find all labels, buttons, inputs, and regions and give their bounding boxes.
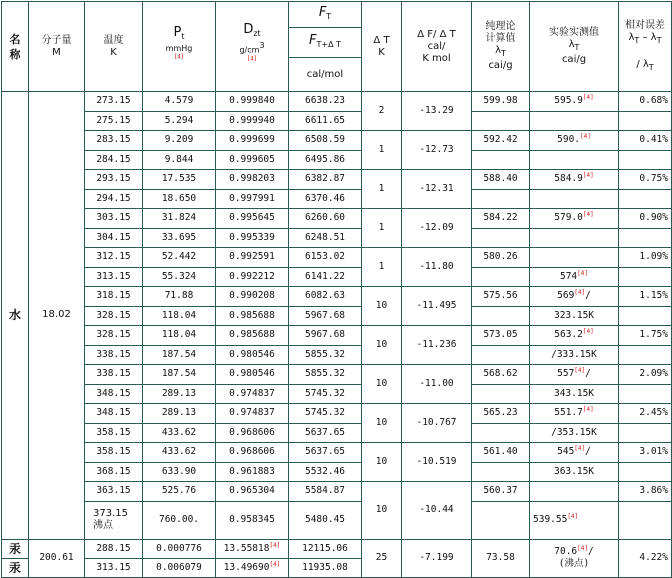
free-energy-cell: 5967.68 bbox=[289, 326, 362, 346]
pressure-cell: 4.579 bbox=[143, 92, 216, 112]
density-cell: 0.968606 bbox=[216, 423, 289, 443]
temperature-cell: 358.15 bbox=[85, 443, 143, 463]
latent-heat-table bbox=[1, 1, 672, 578]
temperature-cell: 284.15 bbox=[85, 150, 143, 170]
pressure-cell: 633.90 bbox=[143, 462, 216, 482]
free-energy-cell: 6370.46 bbox=[289, 189, 362, 209]
temperature-cell: 338.15 bbox=[85, 365, 143, 385]
relative-error-cell bbox=[619, 189, 672, 209]
pressure-cell: 433.62 bbox=[143, 423, 216, 443]
relative-error-cell bbox=[619, 150, 672, 170]
temperature-cell: 318.15 bbox=[85, 287, 143, 307]
df-dt-cell: -10.44 bbox=[402, 482, 472, 540]
relative-error-cell bbox=[619, 384, 672, 404]
density-cell: 0.965304 bbox=[216, 482, 289, 502]
density-cell: 0.958345 bbox=[216, 501, 289, 539]
temperature-cell: 368.15 bbox=[85, 462, 143, 482]
relative-error-cell bbox=[619, 228, 672, 248]
free-energy-cell: 5637.65 bbox=[289, 423, 362, 443]
free-energy-cell: 5967.68 bbox=[289, 306, 362, 326]
df-dt-cell: -12.09 bbox=[402, 209, 472, 248]
experimental-cell: 343.15K bbox=[530, 384, 619, 404]
temperature-cell: 338.15 bbox=[85, 345, 143, 365]
df-dt-cell: -11.236 bbox=[402, 326, 472, 365]
table-row bbox=[2, 170, 672, 190]
relative-error-cell: 2.09% bbox=[619, 365, 672, 385]
experimental-cell: /353.15K bbox=[530, 423, 619, 443]
relative-error-cell: 0.68% bbox=[619, 92, 672, 112]
df-dt-cell: -10.519 bbox=[402, 443, 472, 482]
free-energy-cell: 6141.22 bbox=[289, 267, 362, 287]
experimental-cell: 569[4]/ bbox=[530, 287, 619, 307]
df-dt-cell: -12.31 bbox=[402, 170, 472, 209]
density-cell: 0.999940 bbox=[216, 111, 289, 131]
density-cell: 13.49690[4] bbox=[216, 558, 289, 577]
relative-error-cell: 1.09% bbox=[619, 248, 672, 268]
density-cell: 0.998203 bbox=[216, 170, 289, 190]
ref-mark: [4] bbox=[247, 55, 257, 63]
free-energy-cell: 5637.65 bbox=[289, 443, 362, 463]
delta-t-cell: 10 bbox=[362, 404, 402, 443]
df-dt-cell: -7.199 bbox=[402, 539, 472, 577]
table-row bbox=[2, 501, 672, 539]
density-cell: 0.985688 bbox=[216, 306, 289, 326]
ref-mark: [4] bbox=[580, 133, 591, 141]
temperature-cell: 363.15 bbox=[85, 482, 143, 502]
ref-mark: [4] bbox=[582, 328, 594, 336]
substance-name: 汞 bbox=[2, 539, 29, 558]
temperature-cell: 304.15 bbox=[85, 228, 143, 248]
ref-mark: [4] bbox=[269, 560, 281, 568]
ref-mark: [4] bbox=[582, 94, 594, 102]
experimental-cell: 563.2[4] bbox=[530, 326, 619, 346]
delta-t-cell: 1 bbox=[362, 131, 402, 170]
theoretical-cell: 575.56 bbox=[472, 287, 530, 307]
delta-t-cell: 10 bbox=[362, 365, 402, 404]
header-free-energy-t-dt: $F_{T+\Delta T}$ bbox=[289, 28, 362, 58]
pressure-cell: 118.04 bbox=[143, 326, 216, 346]
free-energy-cell: 6382.87 bbox=[289, 170, 362, 190]
theoretical-cell: 573.05 bbox=[472, 326, 530, 346]
free-energy-cell: 6082.63 bbox=[289, 287, 362, 307]
table-row bbox=[2, 150, 672, 170]
pressure-cell: 289.13 bbox=[143, 384, 216, 404]
delta-t-cell: 25 bbox=[362, 539, 402, 577]
experimental-cell: 557[4]/ bbox=[530, 365, 619, 385]
free-energy-cell: 5480.45 bbox=[289, 501, 362, 539]
table-row bbox=[2, 345, 672, 365]
relative-error-cell bbox=[619, 423, 672, 443]
free-energy-cell: 6248.51 bbox=[289, 228, 362, 248]
theoretical-cell bbox=[472, 384, 530, 404]
theoretical-cell: 561.40 bbox=[472, 443, 530, 463]
delta-t-cell: 10 bbox=[362, 443, 402, 482]
mercury-section bbox=[2, 539, 672, 577]
experimental-cell: 70.6[4]/ (沸点) bbox=[530, 539, 619, 577]
header-free-energy-t: $F_T$ bbox=[289, 2, 362, 28]
df-dt-cell: -13.29 bbox=[402, 92, 472, 131]
free-energy-cell: 6638.23 bbox=[289, 92, 362, 112]
free-energy-cell: 5745.32 bbox=[289, 384, 362, 404]
experimental-cell: 539.55[4] bbox=[530, 501, 619, 539]
experimental-cell bbox=[530, 482, 619, 502]
delta-t-cell: 10 bbox=[362, 482, 402, 540]
pressure-cell: 9.209 bbox=[143, 131, 216, 151]
pressure-cell: 17.535 bbox=[143, 170, 216, 190]
relative-error-cell bbox=[619, 111, 672, 131]
pressure-cell: 187.54 bbox=[143, 365, 216, 385]
table-row bbox=[2, 539, 672, 558]
relative-error-cell: 0.41% bbox=[619, 131, 672, 151]
density-cell: 13.55818[4] bbox=[216, 539, 289, 558]
free-energy-cell: 6495.86 bbox=[289, 150, 362, 170]
free-energy-cell: 5855.32 bbox=[289, 365, 362, 385]
header-name: 名 称 bbox=[2, 2, 29, 92]
header-row-top bbox=[2, 2, 672, 28]
experimental-cell: 574[4] bbox=[530, 267, 619, 287]
temperature-cell: 313.15 bbox=[85, 558, 143, 577]
table-row bbox=[2, 462, 672, 482]
delta-t-cell: 1 bbox=[362, 209, 402, 248]
relative-error-cell bbox=[619, 345, 672, 365]
header-temperature: 温度 K bbox=[85, 2, 143, 92]
header-experimental: 实验实测值 $\lambda_T$ cai/g bbox=[530, 2, 619, 92]
theoretical-cell bbox=[472, 150, 530, 170]
substance-name: 汞 bbox=[2, 558, 29, 577]
density-cell: 0.980546 bbox=[216, 365, 289, 385]
header-df-dt: Δ F/ Δ T cal/ K mol bbox=[402, 2, 472, 92]
header-density: $D_{zt}$ $g/cm^3$ [4] bbox=[216, 2, 289, 92]
table-row bbox=[2, 365, 672, 385]
table-row bbox=[2, 384, 672, 404]
table-row bbox=[2, 248, 672, 268]
relative-error-cell: 1.15% bbox=[619, 287, 672, 307]
density-cell: 0.968606 bbox=[216, 443, 289, 463]
experimental-cell: 323.15K bbox=[530, 306, 619, 326]
relative-error-cell bbox=[619, 501, 672, 539]
theoretical-cell: 73.58 bbox=[472, 539, 530, 577]
table-row bbox=[2, 92, 672, 112]
table-row bbox=[2, 131, 672, 151]
free-energy-cell: 11935.08 bbox=[289, 558, 362, 577]
header-molecular-weight: 分子量 M bbox=[29, 2, 85, 92]
ref-mark: [4] bbox=[567, 512, 579, 520]
pressure-cell: 187.54 bbox=[143, 345, 216, 365]
pressure-cell: 55.324 bbox=[143, 267, 216, 287]
ref-mark: [4] bbox=[577, 269, 588, 277]
theoretical-cell: 592.42 bbox=[472, 131, 530, 151]
df-dt-cell: -11.00 bbox=[402, 365, 472, 404]
free-energy-cell: 5584.87 bbox=[289, 482, 362, 502]
water-section bbox=[2, 92, 672, 540]
molecular-weight: 18.02 bbox=[29, 92, 85, 540]
header-relative-error: 相对误差 $\lambda_T - \lambda_T$ / $\lambda_T$ bbox=[619, 2, 672, 92]
free-energy-cell: 6153.02 bbox=[289, 248, 362, 268]
theoretical-cell: 580.26 bbox=[472, 248, 530, 268]
pressure-cell: 289.13 bbox=[143, 404, 216, 424]
theoretical-cell bbox=[472, 189, 530, 209]
temperature-cell: 288.15 bbox=[85, 539, 143, 558]
delta-t-cell: 10 bbox=[362, 326, 402, 365]
theoretical-cell: 584.22 bbox=[472, 209, 530, 229]
theoretical-cell: 568.62 bbox=[472, 365, 530, 385]
pressure-cell: 760.00. bbox=[143, 501, 216, 539]
temperature-cell: 328.15 bbox=[85, 306, 143, 326]
pressure-cell: 525.76 bbox=[143, 482, 216, 502]
theoretical-cell bbox=[472, 462, 530, 482]
experimental-cell bbox=[530, 228, 619, 248]
temperature-cell: 313.15 bbox=[85, 267, 143, 287]
relative-error-cell: 4.22% bbox=[619, 539, 672, 577]
ref-mark: [4] bbox=[582, 172, 594, 180]
density-cell: 0.974837 bbox=[216, 404, 289, 424]
theoretical-cell: 599.98 bbox=[472, 92, 530, 112]
experimental-cell: 545[4]/ bbox=[530, 443, 619, 463]
table-row bbox=[2, 209, 672, 229]
table-row bbox=[2, 228, 672, 248]
pressure-cell: 5.294 bbox=[143, 111, 216, 131]
pressure-cell: 52.442 bbox=[143, 248, 216, 268]
ref-mark: [4] bbox=[577, 544, 588, 552]
table-row bbox=[2, 287, 672, 307]
temperature-cell: 348.15 bbox=[85, 384, 143, 404]
free-energy-cell: 6260.60 bbox=[289, 209, 362, 229]
density-cell: 0.990208 bbox=[216, 287, 289, 307]
density-cell: 0.999840 bbox=[216, 92, 289, 112]
table-row bbox=[2, 267, 672, 287]
ref-mark: [4] bbox=[574, 367, 586, 375]
header-theoretical: 纯理论 计算值 $\lambda_T$ cai/g bbox=[472, 2, 530, 92]
relative-error-cell: 0.90% bbox=[619, 209, 672, 229]
delta-t-cell: 2 bbox=[362, 92, 402, 131]
temperature-cell: 283.15 bbox=[85, 131, 143, 151]
experimental-cell: 363.15K bbox=[530, 462, 619, 482]
temperature-cell: 358.15 bbox=[85, 423, 143, 443]
delta-t-cell: 1 bbox=[362, 248, 402, 287]
temperature-cell: 303.15 bbox=[85, 209, 143, 229]
pressure-cell: 0.006079 bbox=[143, 558, 216, 577]
df-dt-cell: -12.73 bbox=[402, 131, 472, 170]
ref-mark: [4] bbox=[582, 406, 594, 414]
ref-mark: [4] bbox=[269, 541, 281, 549]
density-cell: 0.995645 bbox=[216, 209, 289, 229]
density-cell: 0.992591 bbox=[216, 248, 289, 268]
pressure-cell: 31.824 bbox=[143, 209, 216, 229]
theoretical-cell bbox=[472, 111, 530, 131]
density-cell: 0.999605 bbox=[216, 150, 289, 170]
free-energy-cell: 5855.32 bbox=[289, 345, 362, 365]
table-row bbox=[2, 423, 672, 443]
experimental-cell bbox=[530, 189, 619, 209]
free-energy-cell: 5532.46 bbox=[289, 462, 362, 482]
pressure-cell: 33.695 bbox=[143, 228, 216, 248]
substance-name: 水 bbox=[2, 92, 29, 540]
theoretical-cell: 588.40 bbox=[472, 170, 530, 190]
delta-t-cell: 1 bbox=[362, 170, 402, 209]
table-row bbox=[2, 326, 672, 346]
pressure-cell: 118.04 bbox=[143, 306, 216, 326]
free-energy-cell: 6508.59 bbox=[289, 131, 362, 151]
experimental-cell: 595.9[4] bbox=[530, 92, 619, 112]
table-row bbox=[2, 189, 672, 209]
theoretical-cell bbox=[472, 228, 530, 248]
ref-mark: [4] bbox=[574, 445, 586, 453]
theoretical-cell bbox=[472, 345, 530, 365]
delta-t-cell: 10 bbox=[362, 287, 402, 326]
theoretical-cell bbox=[472, 423, 530, 443]
ref-mark: [4] bbox=[582, 211, 594, 219]
theoretical-cell: 565.23 bbox=[472, 404, 530, 424]
density-cell: 0.985688 bbox=[216, 326, 289, 346]
df-dt-cell: -11.80 bbox=[402, 248, 472, 287]
density-cell: 0.980546 bbox=[216, 345, 289, 365]
free-energy-cell: 6611.65 bbox=[289, 111, 362, 131]
temperature-cell: 373.15 沸点 bbox=[85, 501, 143, 539]
table-row bbox=[2, 482, 672, 502]
pressure-cell: 18.650 bbox=[143, 189, 216, 209]
experimental-cell: 579.0[4] bbox=[530, 209, 619, 229]
temperature-cell: 348.15 bbox=[85, 404, 143, 424]
df-dt-cell: -11.495 bbox=[402, 287, 472, 326]
free-energy-cell: 12115.06 bbox=[289, 539, 362, 558]
temperature-cell: 328.15 bbox=[85, 326, 143, 346]
temperature-cell: 273.15 bbox=[85, 92, 143, 112]
experimental-cell bbox=[530, 111, 619, 131]
theoretical-cell bbox=[472, 267, 530, 287]
molecular-weight: 200.61 bbox=[29, 539, 85, 577]
relative-error-cell: 3.01% bbox=[619, 443, 672, 463]
ref-mark: [4] bbox=[174, 53, 184, 61]
temperature-cell: 275.15 bbox=[85, 111, 143, 131]
df-dt-cell: -10.767 bbox=[402, 404, 472, 443]
density-cell: 0.995339 bbox=[216, 228, 289, 248]
header-free-energy-unit: cal/mol bbox=[289, 58, 362, 92]
pressure-cell: 9.844 bbox=[143, 150, 216, 170]
pressure-cell: 71.88 bbox=[143, 287, 216, 307]
theoretical-cell: 560.37 bbox=[472, 482, 530, 502]
table-row bbox=[2, 111, 672, 131]
table-row bbox=[2, 443, 672, 463]
table-row bbox=[2, 404, 672, 424]
density-cell: 0.999699 bbox=[216, 131, 289, 151]
theoretical-cell bbox=[472, 501, 530, 539]
experimental-cell: 551.7[4] bbox=[530, 404, 619, 424]
density-cell: 0.997991 bbox=[216, 189, 289, 209]
experimental-cell bbox=[530, 150, 619, 170]
relative-error-cell: 3.86% bbox=[619, 482, 672, 502]
table-row bbox=[2, 306, 672, 326]
theoretical-cell bbox=[472, 306, 530, 326]
density-cell: 0.961883 bbox=[216, 462, 289, 482]
experimental-cell bbox=[530, 248, 619, 268]
relative-error-cell: 2.45% bbox=[619, 404, 672, 424]
temperature-cell: 312.15 bbox=[85, 248, 143, 268]
experimental-cell: 584.9[4] bbox=[530, 170, 619, 190]
temperature-cell: 294.15 bbox=[85, 189, 143, 209]
pressure-cell: 433.62 bbox=[143, 443, 216, 463]
relative-error-cell: 1.75% bbox=[619, 326, 672, 346]
ref-mark: [4] bbox=[574, 289, 586, 297]
relative-error-cell bbox=[619, 462, 672, 482]
relative-error-cell: 0.75% bbox=[619, 170, 672, 190]
relative-error-cell bbox=[619, 306, 672, 326]
header-delta-t: Δ T K bbox=[362, 2, 402, 92]
header-pressure: $P_t$ mmHg [4] bbox=[143, 2, 216, 92]
experimental-cell: 590.[4] bbox=[530, 131, 619, 151]
free-energy-cell: 5745.32 bbox=[289, 404, 362, 424]
pressure-cell: 0.000776 bbox=[143, 539, 216, 558]
density-cell: 0.992212 bbox=[216, 267, 289, 287]
experimental-cell: /333.15K bbox=[530, 345, 619, 365]
relative-error-cell bbox=[619, 267, 672, 287]
density-cell: 0.974837 bbox=[216, 384, 289, 404]
temperature-cell: 293.15 bbox=[85, 170, 143, 190]
